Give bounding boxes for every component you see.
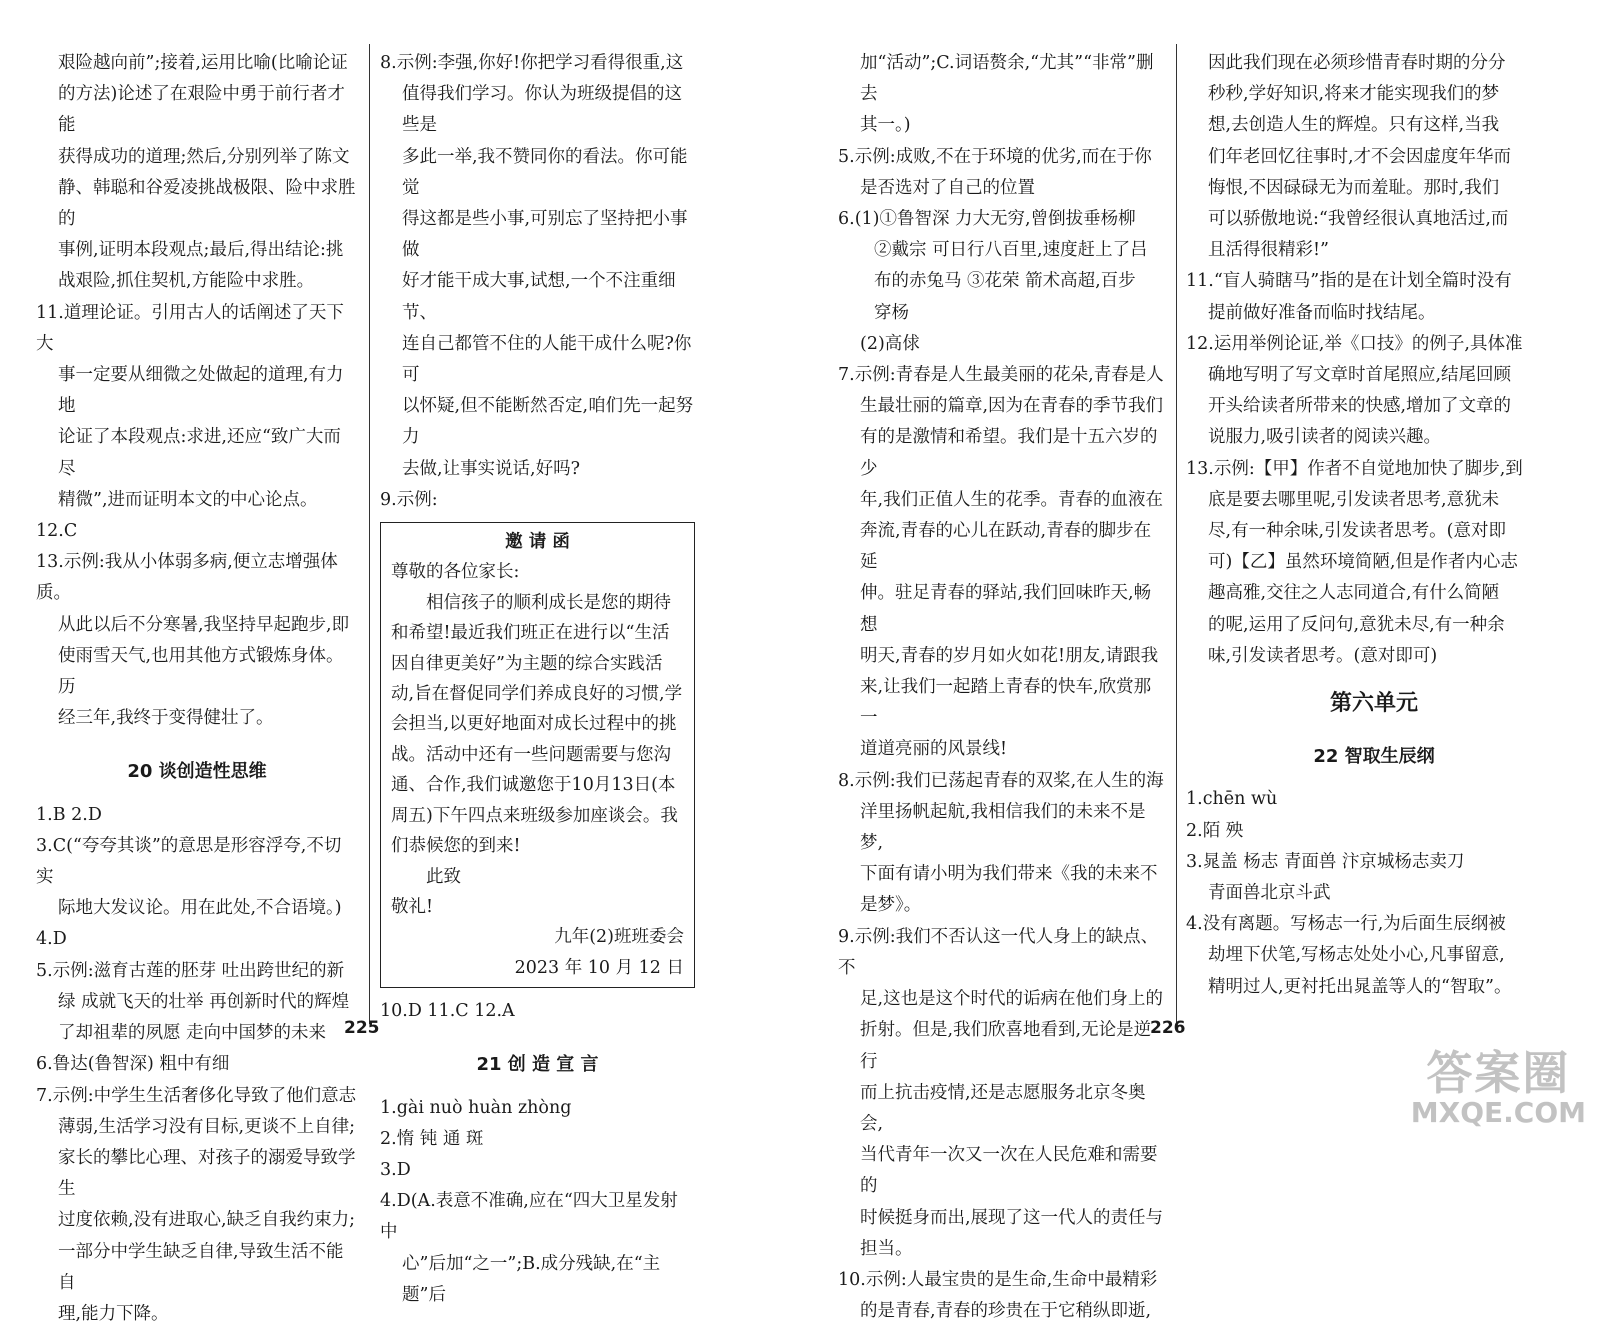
text-line: 的呢,运用了反问句,意犹未尽,有一种余 <box>1208 614 1505 635</box>
text-line: 以怀疑,但不能断然否定,咱们先一起努力 <box>402 396 694 448</box>
text-line: 说服力,吸引读者的阅读兴趣。 <box>1208 427 1442 448</box>
answer-item-13: 13.示例:【甲】作者不自觉地加快了脚步,到 <box>1186 458 1523 479</box>
text-line: ②戴宗 可日行八百里,速度赶上了吕 <box>874 240 1148 261</box>
letter-sender: 九年(2)班班委会 <box>554 927 684 948</box>
text-line: 获得成功的道理;然后,分别列举了陈文 <box>58 146 350 167</box>
text-line: 得这都是些小事,可别忘了坚持把小事做 <box>402 209 688 261</box>
text-line: 过度依赖,没有进取心,缺乏自我约束力; <box>58 1210 356 1231</box>
answer-item-6-2: (2)高俅 <box>860 333 920 354</box>
text-line: 使雨雪天气,也用其他方式锻炼身体。历 <box>58 645 344 698</box>
text-line: 的方法)论述了在艰险中勇于前行者才能 <box>58 84 345 136</box>
text-line: 可以骄傲地说:“我曾经很认真地活过,而 <box>1208 209 1509 230</box>
text-line: 劫埋下伏笔,写杨志处处小心,凡事留意, <box>1208 945 1505 966</box>
text-line: 洋里扬帆起航,我相信我们的未来不是梦, <box>860 801 1146 854</box>
text-line: 精明过人,更衬托出晁盖等人的“智取”。 <box>1208 976 1512 997</box>
answer-item-9: 9.示例:我们不否认这一代人身上的缺点、不 <box>838 926 1159 978</box>
text-line: 生最壮丽的篇章,因为在青春的季节我们 <box>860 396 1164 417</box>
text-line: 家长的攀比心理、对孩子的溺爱导致学生 <box>58 1147 356 1200</box>
text-line: 连自己都管不住的人能干成什么呢?你可 <box>402 333 692 386</box>
text-line: 艰险越向前”;接着,运用比喻(比喻论证 <box>58 53 348 73</box>
answer-item-9: 9.示例: <box>380 489 438 510</box>
text-line: 了却祖辈的夙愿 走向中国梦的未来 <box>58 1023 327 1044</box>
text-line: 当代青年一次又一次在人民危难和需要的 <box>860 1145 1158 1197</box>
text-line: 而上抗击疫情,还是志愿服务北京冬奥会, <box>860 1082 1146 1134</box>
answer-item-11: 11.“盲人骑瞎马”指的是在计划全篇时没有 <box>1186 271 1512 292</box>
text-line: 明天,青春的岁月如火如花!朋友,请跟我 <box>860 645 1159 666</box>
answer-item-12: 12.C <box>36 521 78 542</box>
text-line: 想,去创造人生的辉煌。只有这样,当我 <box>1208 115 1500 136</box>
text-line: 精微”,进而证明本文的中心论点。 <box>58 489 318 510</box>
text-line: 秒秒,学好知识,将来才能实现我们的梦 <box>1208 84 1500 105</box>
text-line: 下面有请小明为我们带来《我的未来不 <box>860 864 1158 885</box>
text-line: 们年老回忆往事时,才不会因虚度年华而 <box>1208 146 1512 167</box>
text-line: 心”后加“之一”;B.成分残缺,在“主题”后 <box>402 1253 661 1305</box>
text-line: 开头给读者所带来的快感,增加了文章的 <box>1208 396 1512 417</box>
page-225-left-column <box>36 48 358 1330</box>
answer-item-7: 7.示例:青春是人生最美丽的花朵,青春是人 <box>838 365 1164 386</box>
text-line: 一部分中学生缺乏自律,导致生活不能自 <box>58 1241 344 1293</box>
watermark-logo <box>1411 1048 1586 1128</box>
text-line: 的是青春,青春的珍贵在于它稍纵即逝, <box>860 1301 1152 1322</box>
answer-item-8: 8.示例:我们已荡起青春的双桨,在人生的海 <box>838 770 1164 791</box>
answer-item-2: 2.惰 钝 通 斑 <box>380 1128 484 1149</box>
answer-item-3: 3.C(“夸夸其谈”的意思是形容浮夸,不切实 <box>36 835 342 888</box>
lesson-22-heading: 22 智取生辰纲 <box>1313 746 1435 768</box>
text-line: 多此一举,我不赞同你的看法。你可能觉 <box>402 146 688 198</box>
unit-6-heading: 第六单元 <box>1329 691 1418 717</box>
answer-item-4: 4.没有离题。写杨志一行,为后面生辰纲被 <box>1186 914 1506 935</box>
text-line: 可)【乙】虽然环境简陋,但是作者内心志 <box>1208 552 1518 573</box>
text-line: 味,引发读者思考。(意对即可) <box>1208 645 1438 666</box>
answer-item-1: 1.chēn wù <box>1186 789 1278 810</box>
letter-closing: 此致 <box>426 866 461 887</box>
text-line: 经三年,我终于变得健壮了。 <box>58 708 274 729</box>
text-line: 提前做好准备而临时找结尾。 <box>1208 302 1436 323</box>
answer-item-10: 10.示例:人最宝贵的是生命,生命中最精彩 <box>838 1269 1158 1290</box>
text-line: 年,我们正值人生的花季。青春的血液在 <box>860 489 1164 510</box>
lesson-20-heading: 20 谈创造性思维 <box>127 761 267 783</box>
letter-date: 2023 年 10 月 12 日 <box>514 957 684 978</box>
page-226-right-column <box>1186 48 1562 1003</box>
letter-greeting: 尊敬的各位家长: <box>391 562 520 583</box>
text-line: 来,让我们一起踏上青春的快车,欣赏那一 <box>860 677 1152 729</box>
watermark-text: 答案圈 <box>1426 1046 1571 1100</box>
column-divider-left <box>369 44 370 1024</box>
answer-item-10-12: 10.D 11.C 12.A <box>380 1001 515 1022</box>
text-line: 薄弱,生活学习没有目标,更谈不上自律; <box>58 1116 356 1137</box>
text-line: 有的是激情和希望。我们是十五六岁的少 <box>860 427 1158 479</box>
answer-item-5: 5.示例:成败,不在于环境的优劣,而在于你 <box>838 146 1152 167</box>
text-line: 绿 成就飞天的壮举 再创新时代的辉煌 <box>58 991 350 1012</box>
text-line: 好才能干成大事,试想,一个不注重细节、 <box>402 271 676 323</box>
answer-item-4: 4.D <box>36 929 67 950</box>
letter-body: 相信孩子的顺利成长是您的期待和希望!最近我们班正在进行以“生活因自律更美好”为主题的综合实践活动,旨在督促同学们养成良好的习惯,学会担当,以更好地面对成长过程中的挑战。活动中还有一些问题需要与您沟通、合作,我们诚邀您于10月13日(本周五)下午四点来班级参加座谈会。我们恭候您的到来! <box>391 592 683 857</box>
answer-item-5: 5.示例:滋育古莲的胚芽 吐出跨世纪的新 <box>36 960 345 981</box>
letter-salute: 敬礼! <box>391 896 434 917</box>
answer-item-7: 7.示例:中学生生活奢侈化导致了他们意志 <box>36 1085 357 1106</box>
text-line: 是否选对了自己的位置 <box>860 177 1035 198</box>
text-line: 尽,有一种余味,引发读者思考。(意对即 <box>1208 521 1506 542</box>
answer-item-12: 12.运用举例论证,举《口技》的例子,具体准 <box>1186 333 1523 354</box>
answer-item-3: 3.晁盖 杨志 青面兽 汴京城杨志卖刀 <box>1186 851 1465 872</box>
text-line: 担当。 <box>860 1238 913 1259</box>
text-line: 其一。) <box>860 115 911 136</box>
text-line: 穿杨 <box>874 302 909 323</box>
column-divider-right <box>1176 44 1177 1024</box>
answer-item-3: 3.D <box>380 1159 411 1180</box>
answer-item-1-2: 1.B 2.D <box>36 804 102 825</box>
text-line: 际地大发议论。用在此处,不合语境。) <box>58 898 342 919</box>
letter-title: 邀 请 函 <box>505 532 570 553</box>
text-line: 悔恨,不因碌碌无为而羞耻。那时,我们 <box>1208 177 1500 198</box>
text-line: 确地写明了写文章时首尾照应,结尾回顾 <box>1208 365 1512 386</box>
page-number-225: 225 <box>344 1018 380 1038</box>
text-line: 去做,让事实说话,好吗? <box>402 458 581 479</box>
text-line: 青面兽北京斗武 <box>1208 883 1331 904</box>
text-line: 事一定要从细微之处做起的道理,有力地 <box>58 365 344 417</box>
text-line: 因此我们现在必须珍惜青春时期的分分 <box>1208 53 1506 73</box>
text-line: 事例,证明本段观点;最后,得出结论:挑 <box>58 240 344 261</box>
answer-item-2: 2.陌 殃 <box>1186 820 1244 841</box>
answer-item-11: 11.道理论证。引用古人的话阐述了天下大 <box>36 302 344 354</box>
text-line: 论证了本段观点:求进,还应“致广大而尽 <box>58 427 341 479</box>
answer-item-4: 4.D(A.表意不准确,应在“四大卫星发射中 <box>380 1191 678 1243</box>
page-225-right-column <box>380 48 695 1311</box>
page-number-226: 226 <box>1150 1018 1186 1038</box>
text-line: 静、韩聪和谷爱凌挑战极限、险中求胜的 <box>58 177 356 230</box>
text-line: 值得我们学习。你认为班级提倡的这些是 <box>402 84 682 136</box>
text-line: 底是要去哪里呢,引发读者思考,意犹未 <box>1208 489 1500 510</box>
text-line: 趣高雅,交往之人志同道合,有什么简陋 <box>1208 583 1500 604</box>
text-line: 足,这也是这个时代的诟病在他们身上的 <box>860 989 1164 1010</box>
text-line: 是梦》。 <box>860 895 922 916</box>
lesson-21-heading: 21 创 造 宣 言 <box>476 1054 599 1076</box>
text-line: 且活得很精彩!” <box>1208 240 1329 261</box>
answer-item-13: 13.示例:我从小体弱多病,便立志增强体质。 <box>36 552 338 604</box>
watermark-url: MXQE.COM <box>1410 1096 1586 1129</box>
text-line: 从此以后不分寒暑,我坚持早起跑步,即 <box>58 614 350 635</box>
text-line: 奔流,青春的心儿在跃动,青春的脚步在延 <box>860 521 1152 573</box>
text-line: 加“活动”;C.词语赘余,“尤其”“非常”删去 <box>860 53 1154 105</box>
answer-item-1: 1.gài nuò huàn zhòng <box>380 1097 572 1118</box>
text-line: 战艰险,抓住契机,方能险中求胜。 <box>58 271 315 292</box>
page-226-left-column <box>838 48 1166 1327</box>
invitation-letter-box <box>380 522 695 988</box>
text-line: 时候挺身而出,展现了这一代人的责任与 <box>860 1207 1164 1228</box>
text-line: 伸。驻足青春的驿站,我们回味昨天,畅想 <box>860 583 1152 635</box>
answer-item-6: 6.(1)①鲁智深 力大无穷,曾倒拔垂杨柳 <box>838 209 1136 230</box>
answer-item-6: 6.鲁达(鲁智深) 粗中有细 <box>36 1054 230 1075</box>
text-line: 理,能力下降。 <box>58 1303 169 1324</box>
text-line: 道道亮丽的风景线! <box>860 739 1008 760</box>
text-line: 折射。但是,我们欣喜地看到,无论是逆行 <box>860 1020 1152 1072</box>
answer-item-8: 8.示例:李强,你好!你把学习看得很重,这 <box>380 53 684 73</box>
text-line: 布的赤兔马 ③花荣 箭术高超,百步 <box>874 271 1136 292</box>
